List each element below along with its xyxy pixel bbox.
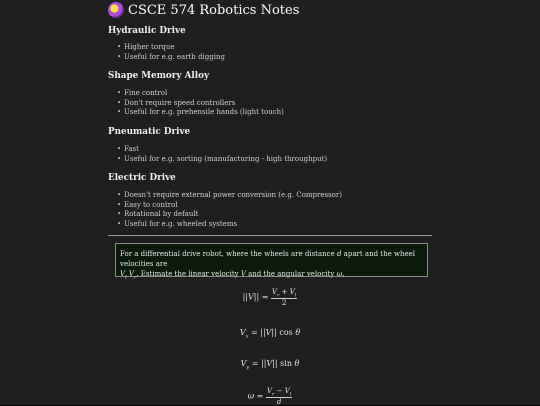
- problem-text-1: For a differential drive robot, where the wheels are distance: [120, 250, 337, 258]
- equation-vy: $V_y = ||V||$ sin θ: [240, 359, 300, 371]
- eq4-fraction: $\frac{V_r - V_l}{d}$: [266, 387, 292, 406]
- list-item: • Useful for e.g. earth digging: [108, 53, 225, 63]
- list-item: • Useful for e.g. prehensile hands (light touch): [108, 108, 284, 118]
- problem-var-omega: ω: [336, 270, 343, 278]
- section-heading-hydraulic: Hydraulic Drive: [108, 26, 186, 36]
- list-item: • Fast: [108, 145, 327, 155]
- notes-logo-icon: [108, 2, 124, 18]
- equation-linear-velocity: [108, 288, 432, 307]
- section-list-pneumatic: [108, 145, 327, 164]
- section-list-electric: [108, 191, 342, 229]
- title-row: [108, 1, 299, 19]
- problem-var-vl: $V_l$: [120, 270, 127, 281]
- list-item: • Useful for e.g. sorting (manufacturing - high throughput): [108, 155, 327, 165]
- section-divider: [108, 235, 432, 236]
- page-title: CSCE 574 Robotics Notes: [128, 2, 300, 18]
- list-item: • Fine control: [108, 89, 284, 99]
- section-list-hydraulic: [108, 43, 225, 62]
- problem-var-v: V: [240, 270, 246, 278]
- problem-text-5: .: [342, 270, 345, 278]
- eq1-lhs: ||V|| =: [242, 292, 269, 302]
- section-heading-electric: Electric Drive: [108, 173, 176, 183]
- section-list-shape-memory-alloy: [108, 89, 284, 118]
- section-heading-pneumatic: Pneumatic Drive: [108, 127, 191, 137]
- problem-box: [115, 243, 428, 281]
- list-item: • Doesn't require external power conversion (e.g. Compressor): [108, 191, 342, 201]
- list-item: • Higher torque: [108, 43, 225, 53]
- problem-var-vr: $V_r$: [128, 270, 137, 281]
- eq1-fraction: $\frac{V_r + V_l}{2}$: [271, 288, 297, 308]
- list-item: • Useful for e.g. wheeled systems: [108, 220, 342, 230]
- problem-text-2: apart and the wheel velocities are: [120, 250, 415, 268]
- section-heading-shape-memory-alloy: Shape Memory Alloy: [108, 71, 210, 81]
- list-item: • Don't require speed controllers: [108, 99, 284, 109]
- problem-text-4: and the angular velocity: [245, 270, 337, 278]
- equation-angular-velocity: [108, 387, 432, 406]
- list-item: • Easy to control: [108, 201, 342, 211]
- problem-text-3: . Estimate the linear velocity: [136, 270, 241, 278]
- problem-var-d: d: [336, 250, 342, 258]
- list-item: • Rotational by default: [108, 210, 342, 220]
- equation-vx: $V_x = ||V||$ cos θ: [239, 328, 301, 340]
- eq4-lhs: ω =: [247, 391, 264, 401]
